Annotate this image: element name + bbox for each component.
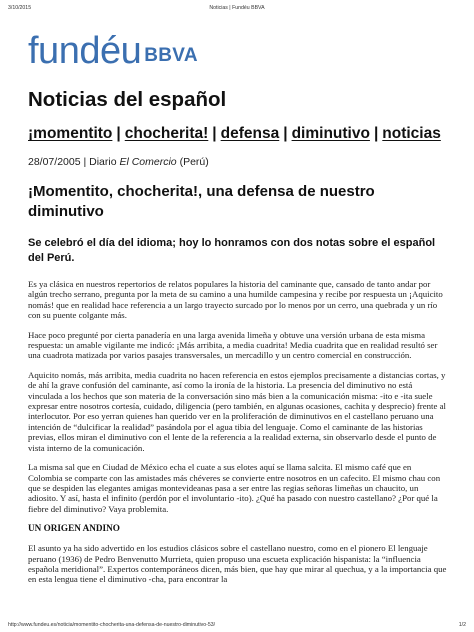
article-paragraph: Aquicito nomás, más arribita, media cuadrita no hacen referencia en estos ejemplos precisamente a distancias cortas, y de ahí la grave confusión del caminante, así como la ironía de la historia. La presencia del diminutivo no está vinculada a los hechos que son materia de la conversación sino más bien a la comunicación misma: -ito e -ita suele expresar entre nosotros cortesía, cuidado, diligencia (pero también, en algunas ocasiones, cachita y desprecio) frente al interlocutor. Por eso yerran quienes han querido ver en la proliferación de diminutivos en el castellano peruano una intención de “dulcificar la realidad” pasándola por el agua tibia del lenguaje. Como el caminante de las historias previas, ellos miran el diminutivo con el lente de la referencia a la realidad externa, sin observarlo desde el punto de vista interno de la comunicación. <box>28 369 446 453</box>
print-footer <box>8 622 466 628</box>
tag-link-momentito[interactable]: ¡momentito <box>28 125 113 142</box>
article-body <box>28 279 448 585</box>
tag-link-chocherita[interactable]: chocherita! <box>124 125 209 142</box>
tag-link-noticias[interactable]: noticias <box>382 125 441 142</box>
article-paragraph: Hace poco pregunté por cierta panadería en una larga avenida limeña y obtuve una versión urbana de esta misma respuesta: un amable vigilante me indicó: ¡Más arribita, a media cuadrita! Media cuadrita que en realidad resultó ser una cuadrota matizada por varios pasajes transversales, un mercadillo y un centro comercial en construcción. <box>28 329 438 361</box>
tag-separator: | <box>116 125 121 142</box>
logo-wordmark: fundéu <box>28 30 142 72</box>
tag-separator: | <box>373 125 379 142</box>
tag-separator: | <box>212 125 217 142</box>
print-date: 3/10/2015 <box>8 5 32 11</box>
tag-links <box>28 124 448 144</box>
tag-link-defensa[interactable]: defensa <box>220 125 280 142</box>
article-paragraph: El asunto ya ha sido advertido en los estudios clásicos sobre el castellano nuestro, como en el pionero El lenguaje peruano (1936) de Pedro Benvenutto Murrieta, quien propuso una escueta explicación hispanista: la “influencia española meridional”. Expertos contemporáneos dicen, más bien, que hay que mirar al quechua, y a la importancia que en esta lengua tiene el diminutivo -cha, para encontrar la <box>28 543 447 585</box>
print-page-title: Noticias | Fundéu BBVA <box>209 5 265 11</box>
print-page-number: 1/2 <box>458 622 466 628</box>
logo-suffix: BBVA <box>144 45 198 66</box>
article-paragraph: La misma sal que en Ciudad de México echa el cuate a sus elotes aquí se llama salcita. El mismo café que en Colombia se comparte con las amistades más chéveres se convierte entre nosotros en un cafecito. El mismo chau con que se despiden las elegantes amigas montevideanas pasa a ser entre las regias señoras limeñas un chaucito, un adiosito. Y así, hasta el infinito (perdón por el involuntario -ito). ¿Qué ha pasado con nuestro castellano? ¿Por qué la fiebre del diminutivo? Vaya problemita. <box>28 462 441 514</box>
article-paragraph: Es ya clásica en nuestros repertorios de relatos populares la historia del caminante que, cansado de tanto andar por algún trecho serrano, pregunta por la meta de su camino a una humilde campesina y recibe por respuesta un ¡Aquicito nomás! que en realidad hace referencia a un largo trayecto surcado por lo menos por un cerro, una quebrada y un río con su puente colgante más. <box>28 279 443 321</box>
meta-source: El Comercio <box>119 156 177 168</box>
page-title: Noticias del español <box>28 88 227 111</box>
article-title: ¡Momentito, chocherita!, una defensa de nuestro diminutivo <box>28 183 375 220</box>
fundeu-bbva-logo[interactable] <box>28 26 448 70</box>
print-header <box>8 5 466 11</box>
article-meta <box>28 156 448 168</box>
tag-separator: | <box>283 125 288 142</box>
tag-link-diminutivo[interactable]: diminutivo <box>291 125 370 142</box>
page-content <box>28 26 448 585</box>
print-url: http://www.fundeu.es/noticia/momentito-chocherita-una-defensa-de-nuestro-diminutivo-53/ <box>8 622 216 628</box>
meta-country: (Perú) <box>176 156 209 168</box>
meta-date-prefix: 28/07/2005 | Diario <box>28 156 120 168</box>
article-subtitle: Se celebró el día del idioma; hoy lo honramos con dos notas sobre el español del Perú. <box>28 237 436 264</box>
section-heading: UN ORIGEN ANDINO <box>28 523 120 534</box>
